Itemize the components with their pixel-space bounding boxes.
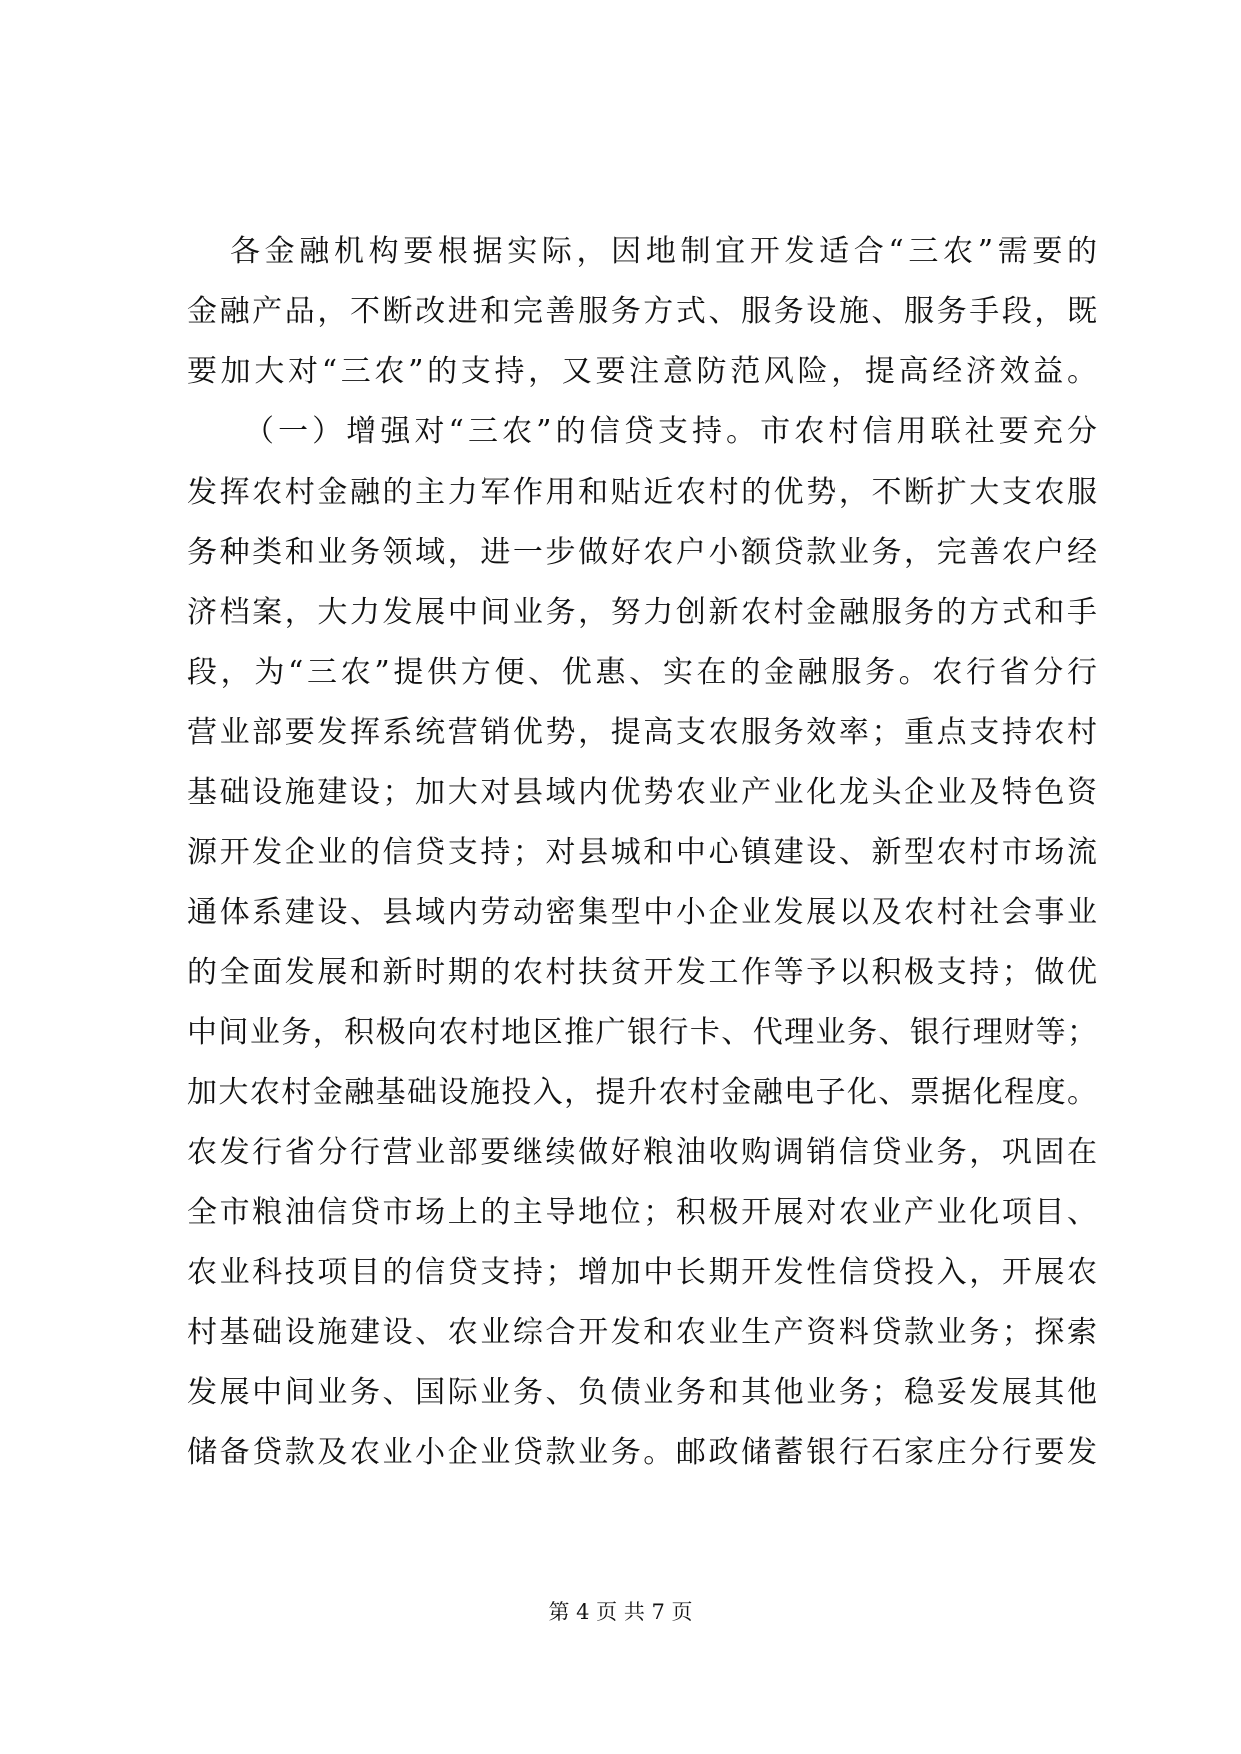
paragraph-2-line-10: 的全面发展和新时期的农村扶贫开发工作等予以积极支持；做优 [187,955,1097,990]
paragraph-2-line-2: 发挥农村金融的主力军作用和贴近农村的优势，不断扩大支农服 [187,475,1097,510]
paragraph-1-line-1: 各金融机构要根据实际，因地制宜开发适合“三农”需要的 [230,234,1097,269]
paragraph-2-line-16: 村基础设施建设、农业综合开发和农业生产资料贷款业务；探索 [187,1315,1097,1350]
paragraph-1-line-3: 要加大对“三农”的支持，又要注意防范风险，提高经济效益。 [187,354,1097,389]
paragraph-2-line-13: 农发行省分行营业部要继续做好粮油收购调销信贷业务，巩固在 [187,1135,1097,1170]
paragraph-2-line-7: 基础设施建设；加大对县域内优势农业产业化龙头企业及特色资 [187,775,1097,810]
paragraph-1-line-2: 金融产品，不断改进和完善服务方式、服务设施、服务手段，既 [187,294,1097,329]
paragraph-2-line-5: 段，为“三农”提供方便、优惠、实在的金融服务。农行省分行 [187,655,1097,690]
paragraph-2-line-17: 发展中间业务、国际业务、负债业务和其他业务；稳妥发展其他 [187,1375,1097,1410]
paragraph-2-line-4: 济档案，大力发展中间业务，努力创新农村金融服务的方式和手 [187,595,1097,630]
paragraph-2-line-14: 全市粮油信贷市场上的主导地位；积极开展对农业产业化项目、 [187,1195,1097,1230]
paragraph-2-line-8: 源开发企业的信贷支持；对县城和中心镇建设、新型农村市场流 [187,835,1097,870]
paragraph-2-line-6: 营业部要发挥系统营销优势，提高支农服务效率；重点支持农村 [187,715,1097,750]
paragraph-2-line-18: 储备贷款及农业小企业贷款业务。邮政储蓄银行石家庄分行要发 [187,1435,1097,1470]
paragraph-2-line-15: 农业科技项目的信贷支持；增加中长期开发性信贷投入，开展农 [187,1255,1097,1290]
page-number: 第 4 页 共 7 页 [548,1600,693,1624]
paragraph-2-line-9: 通体系建设、县域内劳动密集型中小企业发展以及农村社会事业 [187,895,1097,930]
paragraph-2-line-3: 务种类和业务领域，进一步做好农户小额贷款业务，完善农户经 [187,535,1097,570]
paragraph-2-line-12: 加大农村金融基础设施投入，提升农村金融电子化、票据化程度。 [187,1075,1097,1110]
paragraph-2-line-11: 中间业务，积极向农村地区推广银行卡、代理业务、银行理财等； [187,1015,1097,1050]
paragraph-2-line-1: （一）增强对“三农”的信贷支持。市农村信用联社要充分 [244,414,1097,449]
